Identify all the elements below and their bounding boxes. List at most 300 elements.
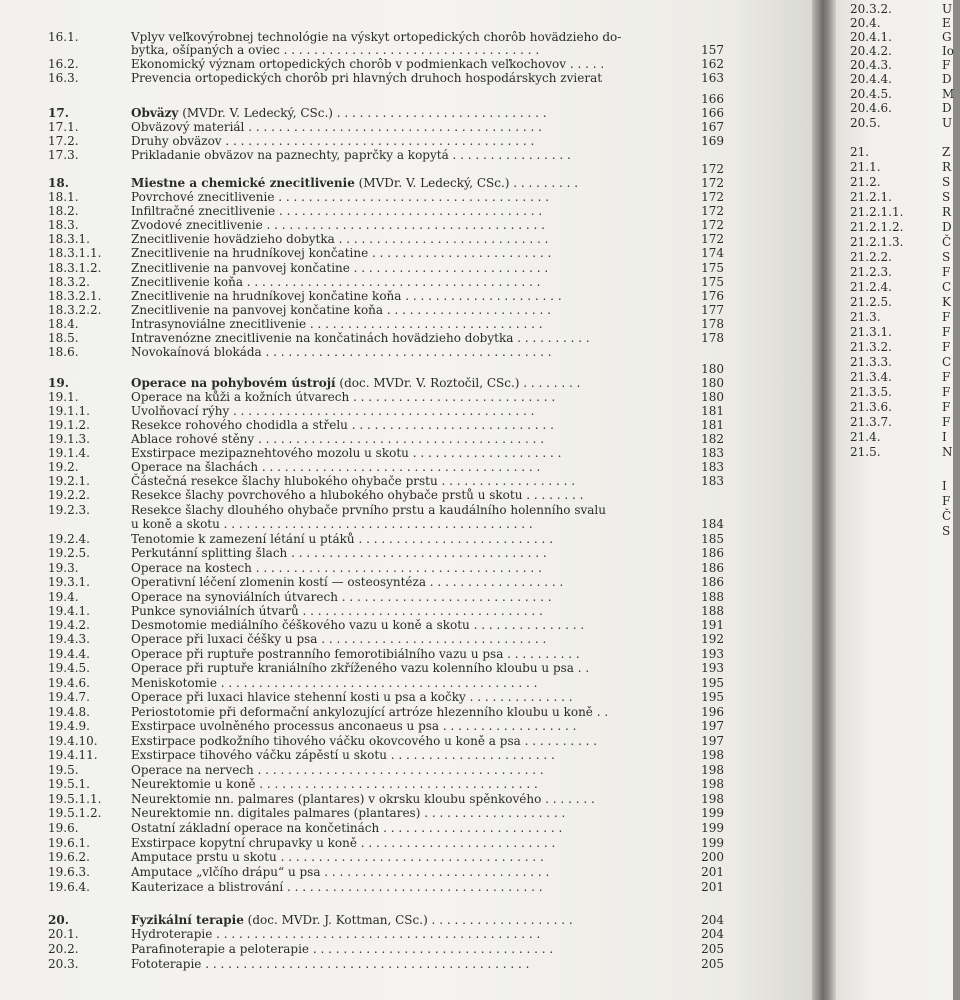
toc-row	[850, 2, 960, 16]
toc-section-title: Ekonomický význam ortopedických chorôb v podmienkach veľkochovov . . . . .	[131, 57, 605, 71]
toc-page-number: 191	[701, 618, 724, 632]
toc-section-title: Intrasynoviálne znecitlivenie . . . . . . . . . . . . . . . . . . . . . . . . . . . . . . .	[131, 317, 543, 331]
toc-page-number: 175	[701, 275, 724, 289]
toc-row	[850, 430, 960, 444]
toc-section-number: 19.4.2.	[48, 618, 90, 632]
toc-page-number: 192	[701, 632, 724, 646]
toc-section-title: U	[942, 2, 953, 16]
toc-section-title: Z	[942, 145, 951, 159]
toc-section-title: R	[942, 205, 952, 219]
toc-section-title	[131, 376, 693, 390]
toc-page-number: 188	[701, 604, 724, 618]
toc-section-number: 18.3.1.2.	[48, 261, 102, 275]
toc-section-number: 19.6.4.	[48, 880, 90, 894]
toc-row	[48, 618, 730, 632]
toc-section-title: Neurektomie nn. palmares (plantares) v okrsku kloubu spěnkového . . . . . . .	[131, 792, 595, 806]
toc-section-number: 21.3.3.	[850, 355, 892, 369]
toc-section-number: 19.5.1.2.	[48, 806, 102, 820]
toc-row	[48, 561, 730, 575]
toc-chapter-author: (doc. MVDr. V. Roztočil, CSc.) . . . . . . . .	[335, 376, 581, 390]
toc-section-number: 20.4.	[850, 16, 881, 30]
toc-section-number: 20.4.5.	[850, 87, 892, 101]
toc-section-number: 17.	[48, 106, 69, 120]
toc-section-number: 20.4.6.	[850, 101, 892, 115]
toc-page-number: 172	[701, 162, 724, 176]
toc-page-number: 205	[701, 942, 724, 956]
toc-row	[48, 432, 730, 446]
toc-section-title: Operace na synoviálních útvarech . . . . . . . . . . . . . . . . . . . . . . . . . . . .	[131, 590, 552, 604]
toc-page-number: 195	[701, 690, 724, 704]
toc-section-number: 19.	[48, 376, 69, 390]
toc-section-number: 19.4.4.	[48, 647, 90, 661]
toc-page-number: 197	[701, 719, 724, 733]
toc-row	[48, 942, 730, 956]
toc-section-number: 20.3.	[48, 957, 79, 971]
toc-page-number: 198	[701, 748, 724, 762]
toc-row	[850, 58, 960, 72]
toc-section-title: Punkce synoviálních útvarů . . . . . . . . . . . . . . . . . . . . . . . . . . . . . . . .	[131, 604, 543, 618]
toc-section-number: 18.3.	[48, 218, 79, 232]
toc-section-number: 19.2.4.	[48, 532, 90, 546]
toc-row	[48, 134, 730, 148]
toc-row	[850, 160, 960, 174]
toc-row	[850, 295, 960, 309]
toc-page-number: 172	[701, 190, 724, 204]
toc-section-title: S	[942, 250, 951, 264]
toc-row	[48, 850, 730, 864]
toc-section-title: Parafinoterapie a peloterapie . . . . . . . . . . . . . . . . . . . . . . . . . . . . . . . .	[131, 942, 554, 956]
toc-page-number: 204	[701, 913, 724, 927]
toc-section-title: Povrchové znecitlivenie . . . . . . . . . . . . . . . . . . . . . . . . . . . . . . . . . . . .	[131, 190, 550, 204]
toc-section-number: 21.4.	[850, 430, 881, 444]
toc-section-number: 19.4.9.	[48, 719, 90, 733]
toc-section-number: 19.4.8.	[48, 705, 90, 719]
toc-page-number: 180	[701, 376, 724, 390]
toc-row	[48, 690, 730, 704]
toc-page-number: 172	[701, 176, 724, 190]
toc-page-number: 200	[701, 850, 724, 864]
toc-section-number: 19.1.3.	[48, 432, 90, 446]
toc-row	[48, 460, 730, 474]
toc-section-title: U	[942, 116, 953, 130]
toc-page-number: 181	[701, 404, 724, 418]
toc-page-number: 198	[701, 777, 724, 791]
toc-page-number: 186	[701, 561, 724, 575]
toc-section-number: 20.	[48, 913, 69, 927]
toc-row	[850, 190, 960, 204]
toc-row	[850, 494, 960, 508]
toc-section-title: F	[942, 340, 951, 354]
toc-section-title: D	[942, 72, 952, 86]
toc-section-number: 19.2.3.	[48, 503, 90, 517]
toc-row	[48, 927, 730, 941]
toc-page-number: 178	[701, 331, 724, 345]
toc-section-title: Resekce šlachy dlouhého ohybače prvního prstu a kaudálního holenního svalu	[131, 503, 606, 517]
toc-section-number: 21.	[850, 145, 870, 159]
toc-row	[48, 30, 730, 44]
toc-row	[48, 632, 730, 646]
toc-section-title: Kauterizace a blistrování . . . . . . . . . . . . . . . . . . . . . . . . . . . . . . . . . .	[131, 880, 543, 894]
toc-row	[48, 303, 730, 317]
toc-section-title: S	[942, 190, 951, 204]
toc-section-title: Operace při luxaci čéšky u psa . . . . . . . . . . . . . . . . . . . . . . . . . . . . . .	[131, 632, 547, 646]
toc-row	[48, 71, 730, 85]
toc-section-number: 17.1.	[48, 120, 79, 134]
toc-page-number: 184	[701, 517, 724, 531]
toc-row	[48, 880, 730, 894]
toc-page-number: 169	[701, 134, 724, 148]
toc-section-number: 19.4.10.	[48, 734, 98, 748]
toc-section-number: 19.4.5.	[48, 661, 90, 675]
toc-row	[850, 325, 960, 339]
toc-section-number: 20.4.4.	[850, 72, 892, 86]
toc-section-title: Operace při ruptuře kraniálního zkříženého vazu kolenního kloubu u psa . .	[131, 661, 590, 675]
toc-section-title: Č	[942, 235, 952, 249]
toc-row	[850, 445, 960, 459]
toc-section-number: 21.2.1.1.	[850, 205, 904, 219]
toc-section-number: 21.2.2.	[850, 250, 892, 264]
toc-section-number: 18.3.2.1.	[48, 289, 102, 303]
toc-section-number: 18.4.	[48, 317, 79, 331]
toc-section-title: Io	[942, 44, 954, 58]
toc-section-title: Neurektomie u koně . . . . . . . . . . . . . . . . . . . . . . . . . . . . . . . . . . . . .	[131, 777, 538, 791]
toc-section-title: Infiltračné znecitlivenie . . . . . . . . . . . . . . . . . . . . . . . . . . . . . . . . . . .	[131, 204, 543, 218]
toc-page-number: 167	[701, 120, 724, 134]
toc-row	[48, 517, 730, 531]
toc-section-number: 19.6.3.	[48, 865, 90, 879]
toc-row	[850, 101, 960, 115]
toc-section-number: 18.6.	[48, 345, 79, 359]
toc-section-title: Obväzový materiál . . . . . . . . . . . . . . . . . . . . . . . . . . . . . . . . . . . . . . .	[131, 120, 542, 134]
toc-section-number: 19.4.11.	[48, 748, 98, 762]
toc-page-number: 193	[701, 661, 724, 675]
toc-row	[48, 176, 730, 190]
toc-section-title: Exstirpace podkožního tihového váčku okovcového u koně a psa . . . . . . . . . .	[131, 734, 598, 748]
toc-row	[48, 106, 730, 120]
toc-section-number: 18.1.	[48, 190, 79, 204]
toc-page-number: 195	[701, 676, 724, 690]
toc-row	[48, 705, 730, 719]
toc-row	[850, 509, 960, 523]
toc-page-number: 166	[701, 92, 724, 106]
toc-section-title: Částečná resekce šlachy hlubokého ohybače prstu . . . . . . . . . . . . . . . . . .	[131, 474, 576, 488]
toc-section-title: Exstirpace mezipaznehtového mozolu u skotu . . . . . . . . . . . . . . . . . . . .	[131, 446, 562, 460]
toc-page-number: 180	[701, 390, 724, 404]
toc-page-number: 157	[701, 43, 724, 57]
toc-row	[48, 232, 730, 246]
toc-section-number: 21.2.4.	[850, 280, 892, 294]
toc-row	[48, 913, 730, 927]
toc-section-title: Operace na kůži a kožních útvarech . . . . . . . . . . . . . . . . . . . . . . . . . . .	[131, 390, 556, 404]
toc-section-title: E	[942, 16, 951, 30]
toc-section-number: 19.5.	[48, 763, 79, 777]
toc-section-title: G	[942, 30, 952, 44]
toc-section-number: 21.3.2.	[850, 340, 892, 354]
toc-section-number: 21.2.1.2.	[850, 220, 904, 234]
toc-row	[48, 331, 730, 345]
toc-section-number: 19.6.	[48, 821, 79, 835]
toc-page-number: 205	[701, 957, 724, 971]
toc-section-number: 16.2.	[48, 57, 79, 71]
toc-section-title: Tenotomie k zamezení létání u ptáků . . . . . . . . . . . . . . . . . . . . . . . . . .	[131, 532, 554, 546]
toc-section-number: 19.1.4.	[48, 446, 90, 460]
toc-section-title: Prikladanie obväzov na paznechty, paprčky a kopytá . . . . . . . . . . . . . . . .	[131, 148, 571, 162]
toc-section-number: 21.3.1.	[850, 325, 892, 339]
toc-row	[48, 218, 730, 232]
toc-row	[48, 404, 730, 418]
toc-page-number: 198	[701, 792, 724, 806]
toc-page-number: 178	[701, 317, 724, 331]
toc-page-number: 183	[701, 474, 724, 488]
toc-row	[48, 821, 730, 835]
toc-row	[48, 261, 730, 275]
toc-row	[850, 145, 960, 159]
toc-page-number: 163	[701, 71, 724, 85]
toc-row	[48, 661, 730, 675]
toc-section-title	[131, 176, 693, 190]
toc-row	[48, 604, 730, 618]
toc-section-number: 20.3.2.	[850, 2, 892, 16]
toc-row	[850, 235, 960, 249]
toc-section-number: 21.3.	[850, 310, 881, 324]
toc-section-title: Znecitlivenie na hrudníkovej končatine . . . . . . . . . . . . . . . . . . . . . . . .	[131, 246, 552, 260]
toc-section-number: 21.2.1.	[850, 190, 892, 204]
toc-section-number: 21.2.5.	[850, 295, 892, 309]
toc-row	[48, 92, 730, 106]
toc-page-number: 193	[701, 647, 724, 661]
toc-section-title: F	[942, 400, 951, 414]
toc-section-title: F	[942, 265, 951, 279]
toc-section-number: 19.5.1.1.	[48, 792, 102, 806]
toc-page-number: 183	[701, 446, 724, 460]
toc-page-number: 185	[701, 532, 724, 546]
toc-row	[48, 43, 730, 57]
toc-row	[48, 719, 730, 733]
toc-page-number: 199	[701, 836, 724, 850]
toc-section-title: Exstirpace kopytní chrupavky u koně . . . . . . . . . . . . . . . . . . . . . . . . . .	[131, 836, 556, 850]
toc-section-number: 20.5.	[850, 116, 881, 130]
toc-row	[48, 590, 730, 604]
toc-section-title: Znecitlivenie hovädzieho dobytka . . . . . . . . . . . . . . . . . . . . . . . . . . . .	[131, 232, 549, 246]
toc-section-title: F	[942, 325, 951, 339]
toc-page-number: 162	[701, 57, 724, 71]
toc-section-title: D	[942, 220, 952, 234]
toc-row	[48, 275, 730, 289]
toc-chapter-title: Operace na pohybovém ústrojí	[131, 376, 336, 390]
toc-section-number: 16.3.	[48, 71, 79, 85]
toc-row	[48, 376, 730, 390]
toc-section-number: 21.2.	[850, 175, 881, 189]
right-page	[836, 0, 953, 1000]
toc-page-number: 201	[701, 880, 724, 894]
toc-row	[850, 524, 960, 538]
toc-section-title: Exstirpace uvolněného processus anconaeus u psa . . . . . . . . . . . . . . . . . .	[131, 719, 577, 733]
toc-section-number: 19.5.1.	[48, 777, 90, 791]
toc-row	[850, 479, 960, 493]
toc-row	[48, 289, 730, 303]
toc-section-number: 19.2.2.	[48, 488, 90, 502]
toc-row	[48, 390, 730, 404]
toc-section-title: Operativní léčení zlomenin kostí — osteosyntéza . . . . . . . . . . . . . . . . . .	[131, 575, 564, 589]
toc-row	[48, 446, 730, 460]
toc-row	[48, 676, 730, 690]
toc-section-number: 21.1.	[850, 160, 881, 174]
toc-row	[48, 362, 730, 376]
toc-section-title: Resekce šlachy povrchového a hlubokého ohybače prstů u skotu . . . . . . . .	[131, 488, 584, 502]
toc-section-number: 19.6.2.	[48, 850, 90, 864]
toc-row	[48, 345, 730, 359]
toc-chapter-title: Fyzikální terapie	[131, 913, 244, 927]
toc-section-title: Druhy obväzov . . . . . . . . . . . . . . . . . . . . . . . . . . . . . . . . . . . . . . . . .	[131, 134, 535, 148]
toc-row	[850, 370, 960, 384]
toc-row	[48, 777, 730, 791]
toc-section-number: 18.3.2.2.	[48, 303, 102, 317]
toc-section-title: Operace na nervech . . . . . . . . . . . . . . . . . . . . . . . . . . . . . . . . . . . . . .	[131, 763, 544, 777]
toc-page-number: 198	[701, 763, 724, 777]
toc-section-number: 19.4.	[48, 590, 79, 604]
toc-section-title: Amputace „vlčího drápu“ u psa . . . . . . . . . . . . . . . . . . . . . . . . . . . . . .	[131, 865, 550, 879]
toc-section-title: F	[942, 310, 951, 324]
toc-page-number: 174	[701, 246, 724, 260]
toc-section-title: Intravenózne znecitlivenie na končatinách hovädzieho dobytka . . . . . . . . . .	[131, 331, 590, 345]
toc-row	[850, 400, 960, 414]
toc-section-title: Operace na šlachách . . . . . . . . . . . . . . . . . . . . . . . . . . . . . . . . . . . . .	[131, 460, 541, 474]
toc-row	[850, 30, 960, 44]
toc-page-number: 197	[701, 734, 724, 748]
toc-row	[850, 265, 960, 279]
toc-row	[850, 87, 960, 101]
toc-section-title: Znecitlivenie na panvovej končatine . . . . . . . . . . . . . . . . . . . . . . . . . .	[131, 261, 549, 275]
toc-section-title: u koně a skotu . . . . . . . . . . . . . . . . . . . . . . . . . . . . . . . . . . . . . . . . .	[131, 517, 533, 531]
toc-section-number: 19.4.7.	[48, 690, 90, 704]
toc-chapter-author: (MVDr. V. Ledecký, CSc.) . . . . . . . . . . . . . . . . . . . . . . . . . . . .	[178, 106, 547, 120]
toc-row	[48, 162, 730, 176]
toc-page-number: 175	[701, 261, 724, 275]
toc-row	[48, 57, 730, 71]
toc-section-title: C	[942, 355, 952, 369]
toc-page-number: 199	[701, 806, 724, 820]
toc-section-number: 19.6.1.	[48, 836, 90, 850]
toc-section-number: 18.2.	[48, 204, 79, 218]
toc-section-title: Uvolňovací rýhy . . . . . . . . . . . . . . . . . . . . . . . . . . . . . . . . . . . . . . . .	[131, 404, 535, 418]
toc-page-number: 177	[701, 303, 724, 317]
toc-section-number: 19.1.2.	[48, 418, 90, 432]
toc-section-number: 19.4.3.	[48, 632, 90, 646]
toc-section-title: bytka, ošípaných a oviec . . . . . . . . . . . . . . . . . . . . . . . . . . . . . . . . . .	[131, 43, 540, 57]
toc-section-title: Operace na kostech . . . . . . . . . . . . . . . . . . . . . . . . . . . . . . . . . . . . . .	[131, 561, 542, 575]
toc-row	[850, 415, 960, 429]
toc-section-title: Neurektomie nn. digitales palmares (plantares) . . . . . . . . . . . . . . . . . . .	[131, 806, 566, 820]
toc-section-number: 21.3.6.	[850, 400, 892, 414]
toc-row	[850, 205, 960, 219]
toc-section-number: 18.3.2.	[48, 275, 90, 289]
toc-page-number: 201	[701, 865, 724, 879]
toc-row	[48, 865, 730, 879]
toc-section-number: 21.2.1.3.	[850, 235, 904, 249]
toc-section-number: 19.4.6.	[48, 676, 90, 690]
toc-chapter-author: (doc. MVDr. J. Kottman, CSc.) . . . . . . . . . . . . . . . . . . .	[243, 913, 573, 927]
toc-page-number: 180	[701, 362, 724, 376]
toc-section-title: F	[942, 385, 951, 399]
toc-section-title: Perkutánní splitting šlach . . . . . . . . . . . . . . . . . . . . . . . . . . . . . . . . . .	[131, 546, 547, 560]
toc-section-number: 21.3.5.	[850, 385, 892, 399]
toc-row	[48, 763, 730, 777]
toc-section-title: N	[942, 445, 953, 459]
toc-section-title: Resekce rohového chodidla a střelu . . . . . . . . . . . . . . . . . . . . . . . . . . .	[131, 418, 554, 432]
toc-section-title: Desmotomie mediálního čéškového vazu u koně a skotu . . . . . . . . . . . . . . .	[131, 618, 585, 632]
toc-section-number: 18.	[48, 176, 69, 190]
toc-section-number: 18.3.1.1.	[48, 246, 102, 260]
toc-section-title: I	[942, 430, 947, 444]
toc-row	[48, 418, 730, 432]
toc-section-title: S	[942, 524, 951, 538]
toc-row	[48, 546, 730, 560]
toc-row	[48, 836, 730, 850]
toc-page-number: 182	[701, 432, 724, 446]
toc-section-title: Fototerapie . . . . . . . . . . . . . . . . . . . . . . . . . . . . . . . . . . . . . . . . . . .	[131, 957, 530, 971]
toc-section-title: Znecitlivenie na panvovej končatine koňa . . . . . . . . . . . . . . . . . . . . . .	[131, 303, 551, 317]
toc-page-number: 181	[701, 418, 724, 432]
toc-section-title: Periostotomie při deformační ankylozující artróze hlezenního kloubu u koně . .	[131, 705, 609, 719]
toc-page-number: 166	[701, 106, 724, 120]
toc-section-number: 20.4.1.	[850, 30, 892, 44]
toc-section-number: 17.3.	[48, 148, 79, 162]
toc-row	[48, 204, 730, 218]
toc-row	[850, 116, 960, 130]
toc-section-number: 21.3.4.	[850, 370, 892, 384]
toc-section-number: 21.2.3.	[850, 265, 892, 279]
toc-page-number: 176	[701, 289, 724, 303]
toc-row	[48, 792, 730, 806]
toc-row	[850, 72, 960, 86]
toc-section-title: R	[942, 160, 952, 174]
toc-chapter-title: Obväzy	[131, 106, 179, 120]
toc-section-title: F	[942, 58, 951, 72]
toc-section-number: 21.3.7.	[850, 415, 892, 429]
toc-row	[850, 16, 960, 30]
toc-section-title: C	[942, 280, 952, 294]
toc-page-number: 183	[701, 460, 724, 474]
toc-section-title: Vplyv veľkovýrobnej technológie na výskyt ortopedických chorôb hovädzieho do-	[131, 30, 622, 44]
toc-row	[48, 148, 730, 162]
toc-section-number: 19.3.	[48, 561, 79, 575]
toc-section-number: 18.3.1.	[48, 232, 90, 246]
toc-section-number: 19.2.	[48, 460, 79, 474]
toc-row	[48, 647, 730, 661]
toc-section-number: 19.4.1.	[48, 604, 90, 618]
toc-page-number: 172	[701, 218, 724, 232]
toc-row	[48, 190, 730, 204]
toc-section-number: 21.5.	[850, 445, 881, 459]
toc-section-title: Exstirpace tihového váčku zápěstí u skotu . . . . . . . . . . . . . . . . . . . . . .	[131, 748, 555, 762]
toc-page-number: 186	[701, 575, 724, 589]
toc-row	[850, 175, 960, 189]
toc-section-title: Hydroterapie . . . . . . . . . . . . . . . . . . . . . . . . . . . . . . . . . . . . . . . . . . .	[131, 927, 541, 941]
toc-row	[48, 488, 730, 502]
toc-section-title: Ablace rohové stěny . . . . . . . . . . . . . . . . . . . . . . . . . . . . . . . . . . . . . .	[131, 432, 545, 446]
toc-row	[48, 317, 730, 331]
toc-section-title: Znecitlivenie koňa . . . . . . . . . . . . . . . . . . . . . . . . . . . . . . . . . . . . . . .	[131, 275, 541, 289]
toc-section-number: 17.2.	[48, 134, 79, 148]
toc-section-title: Operace při luxaci hlavice stehenní kosti u psa a kočky . . . . . . . . . . . . . .	[131, 690, 573, 704]
toc-section-number: 19.2.5.	[48, 546, 90, 560]
toc-chapter-title: Miestne a chemické znecitlivenie	[131, 176, 355, 190]
toc-section-number: 19.2.1.	[48, 474, 90, 488]
toc-section-title: M	[942, 87, 955, 101]
toc-section-title: Zvodové znecitlivenie . . . . . . . . . . . . . . . . . . . . . . . . . . . . . . . . . . . . .	[131, 218, 545, 232]
toc-section-title: Novokaínová blokáda . . . . . . . . . . . . . . . . . . . . . . . . . . . . . . . . . . . . . .	[131, 345, 552, 359]
toc-page-number: 196	[701, 705, 724, 719]
